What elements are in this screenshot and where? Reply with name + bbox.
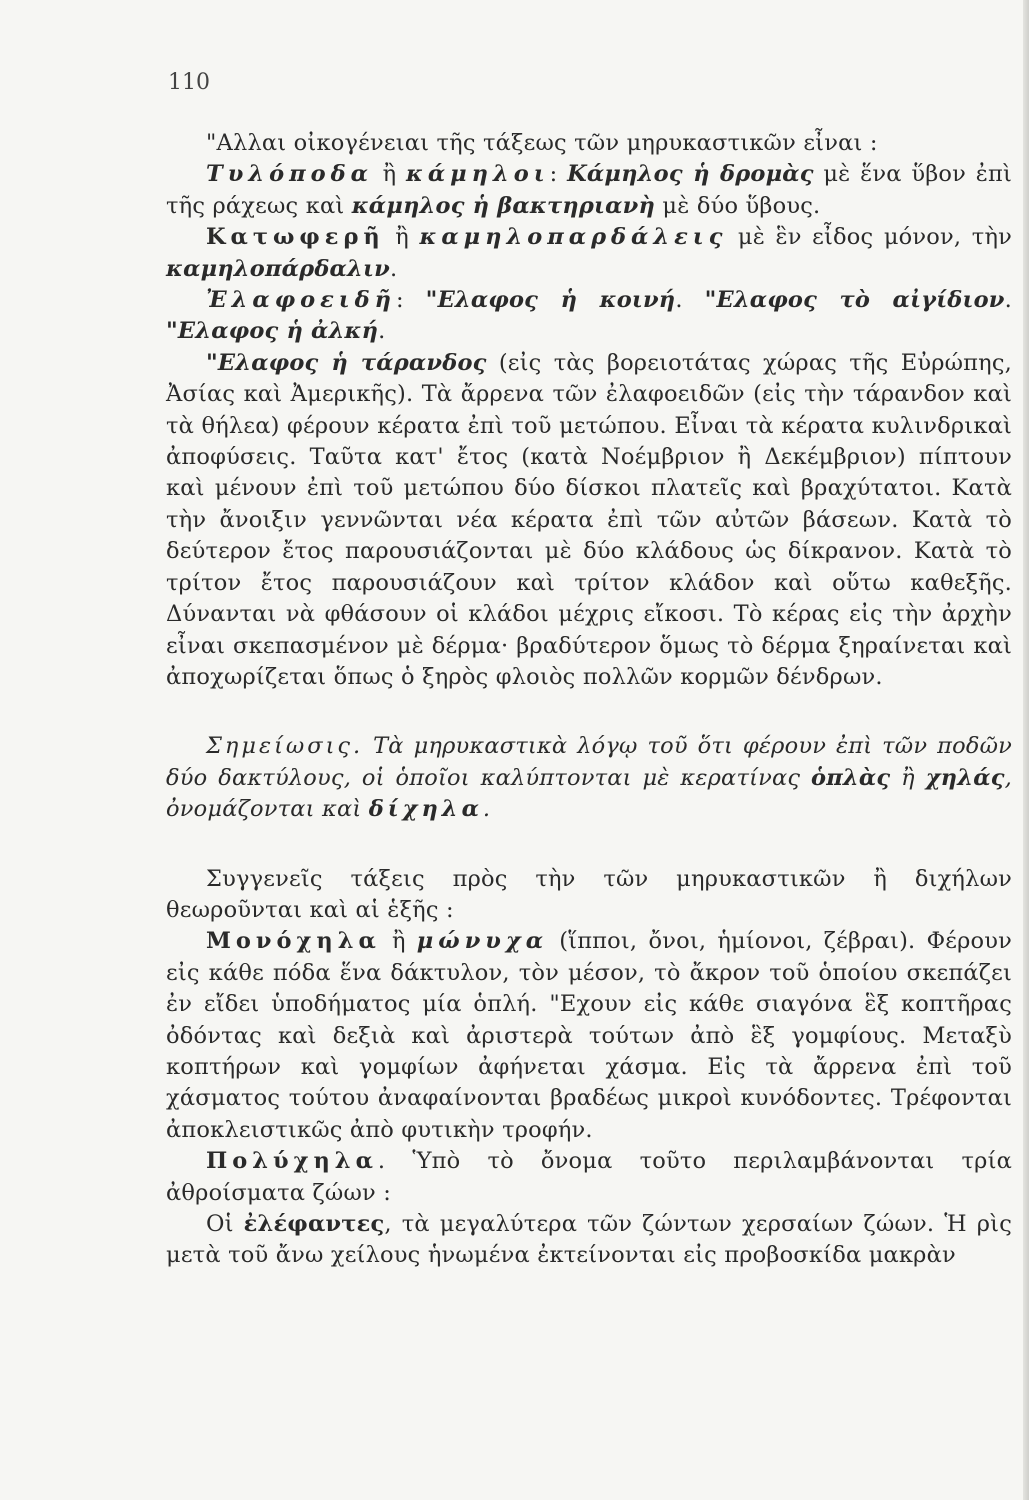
period: .: [378, 318, 386, 345]
term-elafoeidi: Ἐλαφοειδῆ: [206, 287, 397, 314]
page-number: 110: [168, 70, 210, 95]
or-word: ἢ: [384, 224, 420, 251]
term-dromas: Κάμηλος ἡ δρομὰς: [567, 161, 814, 188]
note-paragraph: [166, 731, 1012, 825]
term-katoferi: Κατωφερῆ: [206, 224, 385, 251]
separator: .: [1004, 287, 1012, 314]
term-chilas: χηλάς: [925, 764, 1005, 791]
elephants-text: , τὰ μεγαλύτερα τῶν ζώντων χερσαίων ζώων. Ἡ ρὶς μετὰ τοῦ ἄνω χείλους ἡνωμένα ἐκτείνονται εἰς προβοσκίδα μακρὰν: [166, 1211, 1012, 1269]
term-dichila: δίχηλα: [368, 796, 483, 823]
monochila-text: (ἵπποι, ὄνοι, ἡμίονοι, ζέβραι). Φέρουν εἰς κάθε πόδα ἕνα δάκτυλον, τὸν μέσον, τὸ ἄκρον τοῦ ὁποίου σκεπάζει ἐν εἴδει ὑποδήματος μία ὁπλή. "Εχουν εἰς κάθε σιαγόνα ἓξ κοπτῆρας ὀδόντας καὶ δεξιὰ καὶ ἀριστερὰ τούτων ἀπὸ ἓξ γομφίους. Μεταξὺ κοπτήρων καὶ γομφίων ἀφήνεται χάσμα. Εἰς τὰ ἄρρενα ἐπὶ τοῦ χάσματος τούτου ἀναφαίνονται βραδέως μικροὶ κυνόδοντες. Τρέφονται ἀποκλειστικῶς ἀπὸ φυτικὴν τροφήν.: [166, 928, 1013, 1143]
period: .: [389, 255, 398, 282]
term-deer-roe: "Ελαφος τὸ αἰγίδιον: [704, 287, 1005, 314]
elephants-paragraph: [166, 1209, 1012, 1272]
term-deer-common: "Ελαφος ἡ κοινή: [425, 287, 676, 314]
tarandos-paragraph: [166, 348, 1012, 693]
term-monycha: μώνυχα: [416, 928, 549, 955]
term-tylopoda: Τυλόποδα: [206, 161, 373, 188]
polychila-paragraph: [166, 1146, 1012, 1209]
or-word: ἢ: [372, 161, 406, 188]
term-elephantes: ἐλέφαντες: [243, 1211, 385, 1237]
term-deer-moose: "Ελαφος ἡ ἀλκή: [166, 318, 379, 345]
term-baktriani: κάμηλος ἡ βακτηριανὴ: [351, 192, 656, 219]
tylopoda-text-2: μὲ δύο ὕβους.: [655, 192, 821, 219]
tarandos-text: (εἰς τὰς βορειοτάτας χώρας τῆς Εὐρώπης, Ἀσίας καὶ Ἀμερικῆς). Τὰ ἄρρενα τῶν ἐλαφοειδῶν (εἰς τὴν τάρανδον καὶ τὰ θήλεα) φέρουν κέρατα ἐπὶ τοῦ μετώπου. Εἶναι τὰ κέρατα κυλινδρικαὶ ἀποφύσεις. Ταῦτα κατ' ἔτος (κατὰ Νοέμβριον ἢ Δεκέμβριον) πίπτουν καὶ μένουν ἐπὶ τοῦ μετώπου δύο δίσκοι πλατεῖς καὶ βραχύτατοι. Κατὰ τὴν ἄνοιξιν γεννῶνται νέα κέρατα ἐπὶ τῶν αὐτῶν βάσεων. Κατὰ τὸ δεύτερον ἔτος παρουσιάζονται μὲ δύο κλάδους ὡς δίκρανον. Κατὰ τὸ τρίτον ἔτος παρουσιάζουν καὶ τρίτον κλάδον καὶ οὕτω καθεξῆς. Δύνανται νὰ φθάσουν οἱ κλάδοι μέχρις εἴκοσι. Τὸ κέρας εἰς τὴν ἀρχὴν εἶναι σκεπασμένον μὲ δέρμα· βραδύτερον ὅμως τὸ δέρμα ξηραίνεται καὶ ἀποχωρίζεται ὅπως ὁ ξηρὸς φλοιὸς πολλῶν κορμῶν δένδρων.: [166, 349, 1012, 690]
colon: :: [549, 161, 568, 188]
note-text-2: , ὀνομάζονται καὶ: [166, 764, 1012, 823]
term-tarandos: "Ελαφος ἡ τάρανδος: [206, 349, 487, 376]
term-kamilopardalin: καμηλοπάρδαλιν: [166, 255, 390, 282]
term-monochila: Μονόχηλα: [206, 928, 381, 955]
note-text-1: Τὰ μηρυκαστικὰ λόγῳ τοῦ ὅτι φέρουν ἐπὶ τῶν ποδῶν δύο δακτύλους, οἱ ὁποῖοι καλύπτονται μὲ κερατίνας: [166, 733, 1012, 791]
term-oplas: ὁπλὰς: [811, 764, 891, 791]
page-body: [166, 128, 1012, 1272]
colon: :: [396, 287, 426, 314]
page-edge: [1023, 0, 1029, 1500]
or-word: ἢ: [380, 928, 417, 955]
note-label: Σημείωσις.: [206, 733, 364, 760]
period: .: [482, 796, 491, 823]
or-word: ἢ: [890, 764, 926, 791]
elephants-lead: Οἱ: [206, 1211, 244, 1237]
monochila-paragraph: [166, 926, 1012, 1146]
katoferi-text: μὲ ἓν εἶδος μόνον, τὴν: [727, 224, 1012, 251]
term-kamiloi: κάμηλοι: [405, 161, 550, 188]
polychila-text: . Ὑπὸ τὸ ὄνομα τοῦτο περιλαμβάνονται τρία ἀθροίσματα ζώων :: [166, 1148, 1012, 1206]
separator: .: [675, 287, 705, 314]
tylopoda-text-1: μὲ ἕνα ὕβον ἐπὶ τῆς ράχεως καὶ: [166, 161, 1013, 219]
elafoeidi-paragraph: [166, 285, 1012, 348]
related-paragraph: Συγγενεῖς τάξεις πρὸς τὴν τῶν μηρυκαστικῶν ἢ διχήλων θεωροῦνται καὶ αἱ ἑξῆς :: [166, 865, 1012, 923]
katoferi-paragraph: [166, 222, 1012, 285]
intro-paragraph: "Αλλαι οἰκογένειαι τῆς τάξεως τῶν μηρυκαστικῶν εἶναι :: [206, 130, 878, 156]
spacer: [166, 693, 1012, 731]
tylopoda-paragraph: [166, 159, 1012, 222]
term-polychila: Πολύχηλα: [206, 1148, 378, 1175]
spacer: [166, 826, 1012, 864]
term-kamilopardaleis: καμηλοπαρδάλεις: [419, 224, 728, 251]
